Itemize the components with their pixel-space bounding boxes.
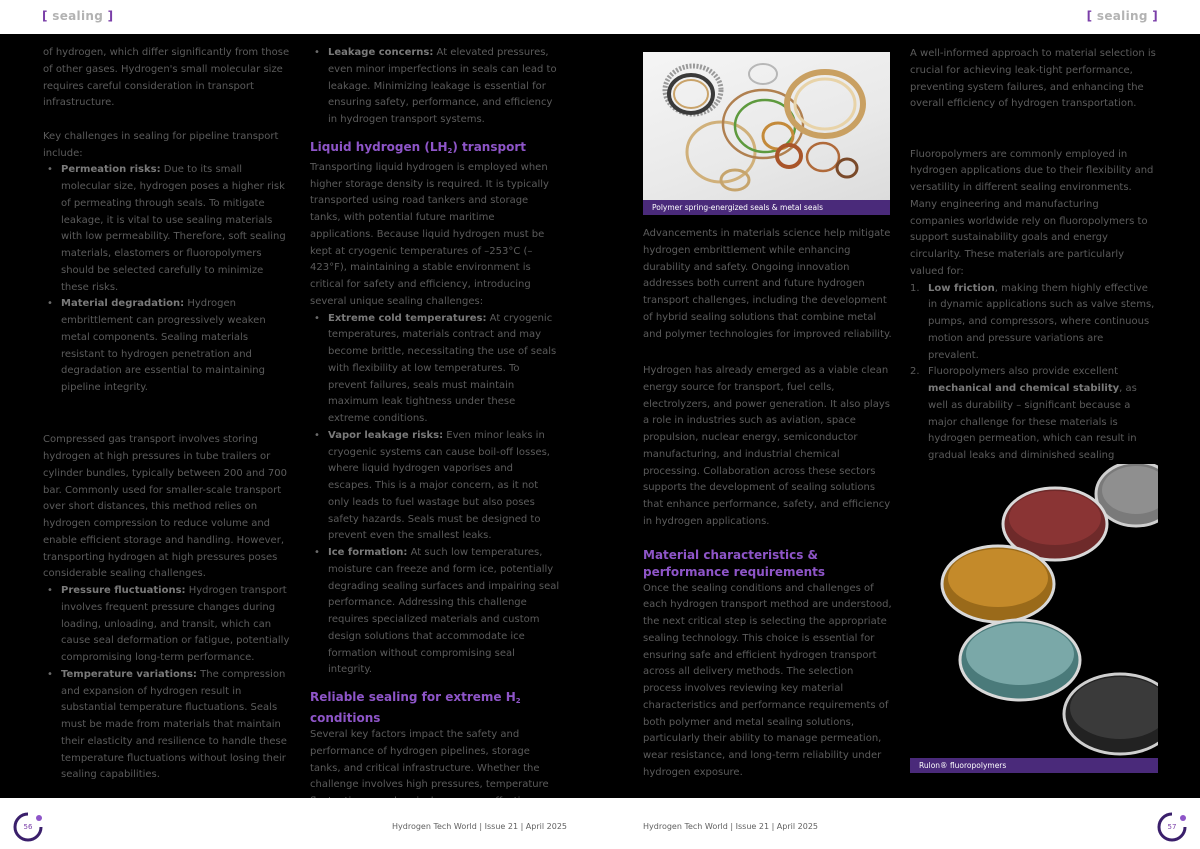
term: Leakage concerns: [328, 47, 434, 58]
paragraph: of hydrogen, which differ significantly from those of other gases. Hydrogen's small molecular size requires careful consideration in transport infrastructure. [43, 47, 290, 109]
paragraph: Key challenges in sealing for pipeline transport include: [43, 130, 279, 159]
header-bar [0, 0, 1200, 34]
term: mechanical and chemical stability [928, 383, 1120, 394]
bullet-list [310, 311, 560, 680]
item-text: The compression and expansion of hydrogen result in substantial temperature fluctuations. Seals must be made from materials that maintain their elasticity and resilience to handle these temperature fluctuations without losing their sealing capabilities. [61, 668, 287, 781]
term: Temperature variations: [61, 668, 197, 680]
item-text: At such low temperatures, moisture can freeze and form ice, potentially degrading sealing surfaces and impairing seal performance. Addressing this challenge requires specialized materials and custom design solutions that accommodate ice formation without compromising seal integrity. [328, 547, 560, 676]
column-2 [310, 45, 560, 844]
section-tag-left: [ sealing ] [42, 9, 114, 23]
column-1 [43, 45, 291, 784]
paragraph: A well-informed approach to material selection is crucial for achieving leak-tight performance, preventing system failures, and enhancing the overall efficiency of hydrogen transportation. [910, 48, 1156, 110]
bullet-list [43, 583, 291, 784]
bullet-list [43, 162, 291, 397]
list-item [910, 281, 1156, 365]
item-text: At elevated pressures, even minor imperfections in seals can lead to leakage. Minimizing leakage is essential for ensuring safety, performance, and efficiency in hydrogen transport systems. [328, 47, 557, 125]
list-item [43, 162, 291, 296]
term: Ice formation: [328, 547, 408, 558]
paragraph: Compressed gas transport involves storing hydrogen at high pressures in tube trailers or cylinder bundles, typically between 200 and 700 bar. Commonly used for smaller-scale transport over short distances, this method relies on hydrogen compression to reduce volume and enable efficient storage and handling. However, transporting hydrogen at high pressures poses considerable sealing challenges. [43, 434, 287, 580]
list-item [310, 311, 560, 428]
item-text: , making them highly effective in dynamic applications such as valve stems, pumps, and compressors, where continuous motion and pressure variations are prevalent. [928, 282, 1155, 361]
fluoropolymers-photo [910, 464, 1158, 757]
paragraph: Advancements in materials science help mitigate hydrogen embrittlement while enhancing durability and safety. Ongoing innovation addresses both current and future hydrogen transport challenges, including the development of hybrid sealing solutions that combine metal and polymer technologies for improved reliability. [643, 228, 892, 340]
footer-bar [0, 798, 1200, 849]
item-number: 1. [910, 282, 920, 294]
footer-text-left: Hydrogen Tech World | Issue 21 | April 2025 [392, 822, 567, 831]
heading-text: ) transport [452, 139, 526, 154]
term: Permeation risks: [61, 164, 161, 176]
item-text: Due to its small molecular size, hydrogen poses a higher risk of permeating through seals. To mitigate leakage, it is vital to use sealing materials with low permeability. Therefore, soft sealing materials, elastomers or fluoropolymers should be selected carefully to minimize these risks. [61, 164, 286, 293]
heading-subscript: 2 [447, 146, 453, 155]
powders-illustration [910, 464, 1158, 757]
item-text: Even minor leaks in cryogenic systems can cause boil-off losses, where liquid hydrogen vaporises and escapes. This is a major concern, as it not only leads to fuel wastage but also poses safety hazards. Seals must be designed to prevent even the smallest leaks. [328, 429, 550, 542]
page-number: 57 [1167, 823, 1177, 831]
term: Pressure fluctuations: [61, 585, 186, 596]
term: Low friction [928, 282, 995, 294]
page-number-badge-right [1156, 811, 1188, 843]
list-item [310, 428, 560, 545]
page-number-badge-left [12, 811, 44, 843]
item-text: Hydrogen embrittlement can progressively weaken metal components. Sealing materials resistant to hydrogen penetration and degradation are essential to maintaining pipeline integrity. [61, 298, 266, 393]
item-text: , as well as durability – significant because a major challenge for these materials is hydrogen permeation, which can result in gradual leaks and diminished sealing [928, 383, 1137, 461]
paragraph: Transporting liquid hydrogen is employed when higher storage density is required. It is typically transported using road tankers and storage tanks, with potential future maritime applications. Because liquid hydrogen must be kept at cryogenic temperatures of –253°C (–423°F), maintaining a stable environment is critical for safety and efficiency, introducing several unique sealing challenges: [310, 161, 549, 307]
paragraph: Hydrogen has already emerged as a viable clean energy source for transport, fuel cells, electrolyzers, and power generation. It also plays a role in industries such as aviation, space propulsion, nuclear energy, semiconductor manufacturing, and industrial chemical processing. Collaboration across these sectors supports the development of sealing solutions that enhance performance, safety, and efficiency in hydrogen applications. [643, 365, 891, 527]
photo-caption: Polymer spring-energized seals & metal seals [643, 200, 890, 215]
section-heading [310, 139, 560, 160]
term: Extreme cold temperatures: [328, 312, 487, 324]
section-heading [310, 689, 560, 727]
list-item [310, 545, 560, 679]
page-number: 56 [23, 823, 33, 831]
term: Material degradation: [61, 298, 185, 310]
term: Vapor leakage risks: [328, 429, 444, 441]
list-item [310, 45, 560, 129]
heading-subscript: 2 [515, 697, 521, 705]
paragraph: Fluoropolymers are commonly employed in hydrogen applications due to their flexibility and versatility in different sealing environments. Many engineering and manufacturing companies worldwide rely on fluoropolymers to support sustainability goals and energy circularity. These materials are particularly valued for: [910, 148, 1154, 277]
seals-photo [643, 52, 890, 200]
item-text: At cryogenic temperatures, materials contract and may become brittle, necessitating the use of seals with flexibility at low temperatures. To prevent failures, seals must maintain maximum leak tightness under these extreme conditions. [328, 312, 557, 424]
section-tag-right: [ sealing ] [1086, 9, 1158, 23]
paragraph: Once the sealing conditions and challenges of each hydrogen transport method are understood, the next critical step is selecting the appropriate sealing technology. This choice is essential for ensuring safe and efficient hydrogen transport across all delivery methods. The selection process involves reviewing key material characteristics and performance requirements of both polymer and metal sealing solutions, particularly their ability to manage permeation, wear resistance, and long-term reliability under hydrogen exposure. [643, 582, 892, 778]
list-item [43, 296, 291, 397]
column-3 [643, 226, 893, 782]
paragraph: Several key factors impact the safety and performance of hydrogen pipelines, storage tanks, and critical infrastructure. Whether the challenge involves high pressures, temperature [310, 729, 549, 791]
footer-text-right: Hydrogen Tech World | Issue 21 | April 2025 [643, 822, 818, 831]
seals-illustration [643, 52, 890, 200]
section-heading: Material characteristics & performance requirements [643, 547, 826, 579]
item-number: 2. [910, 366, 920, 378]
heading-text: Liquid hydrogen (LH [310, 139, 448, 154]
list-item [43, 667, 291, 784]
item-text: Fluoropolymers also provide excellent [928, 366, 1119, 378]
section-tag-label: sealing [52, 9, 104, 23]
heading-text: Reliable sealing for extreme H [310, 690, 516, 704]
item-text: Hydrogen transport involves frequent pressure changes during loading, unloading, and transit, which can cause seal deformation or fatigue, potentially compromising long-term performance. [61, 585, 290, 663]
photo-caption: Rulon® fluoropolymers [910, 758, 1158, 773]
section-tag-label: sealing [1096, 9, 1148, 23]
heading-text: conditions [310, 711, 381, 725]
column-4 [910, 46, 1156, 498]
bullet-list [310, 45, 560, 129]
list-item [43, 583, 291, 667]
